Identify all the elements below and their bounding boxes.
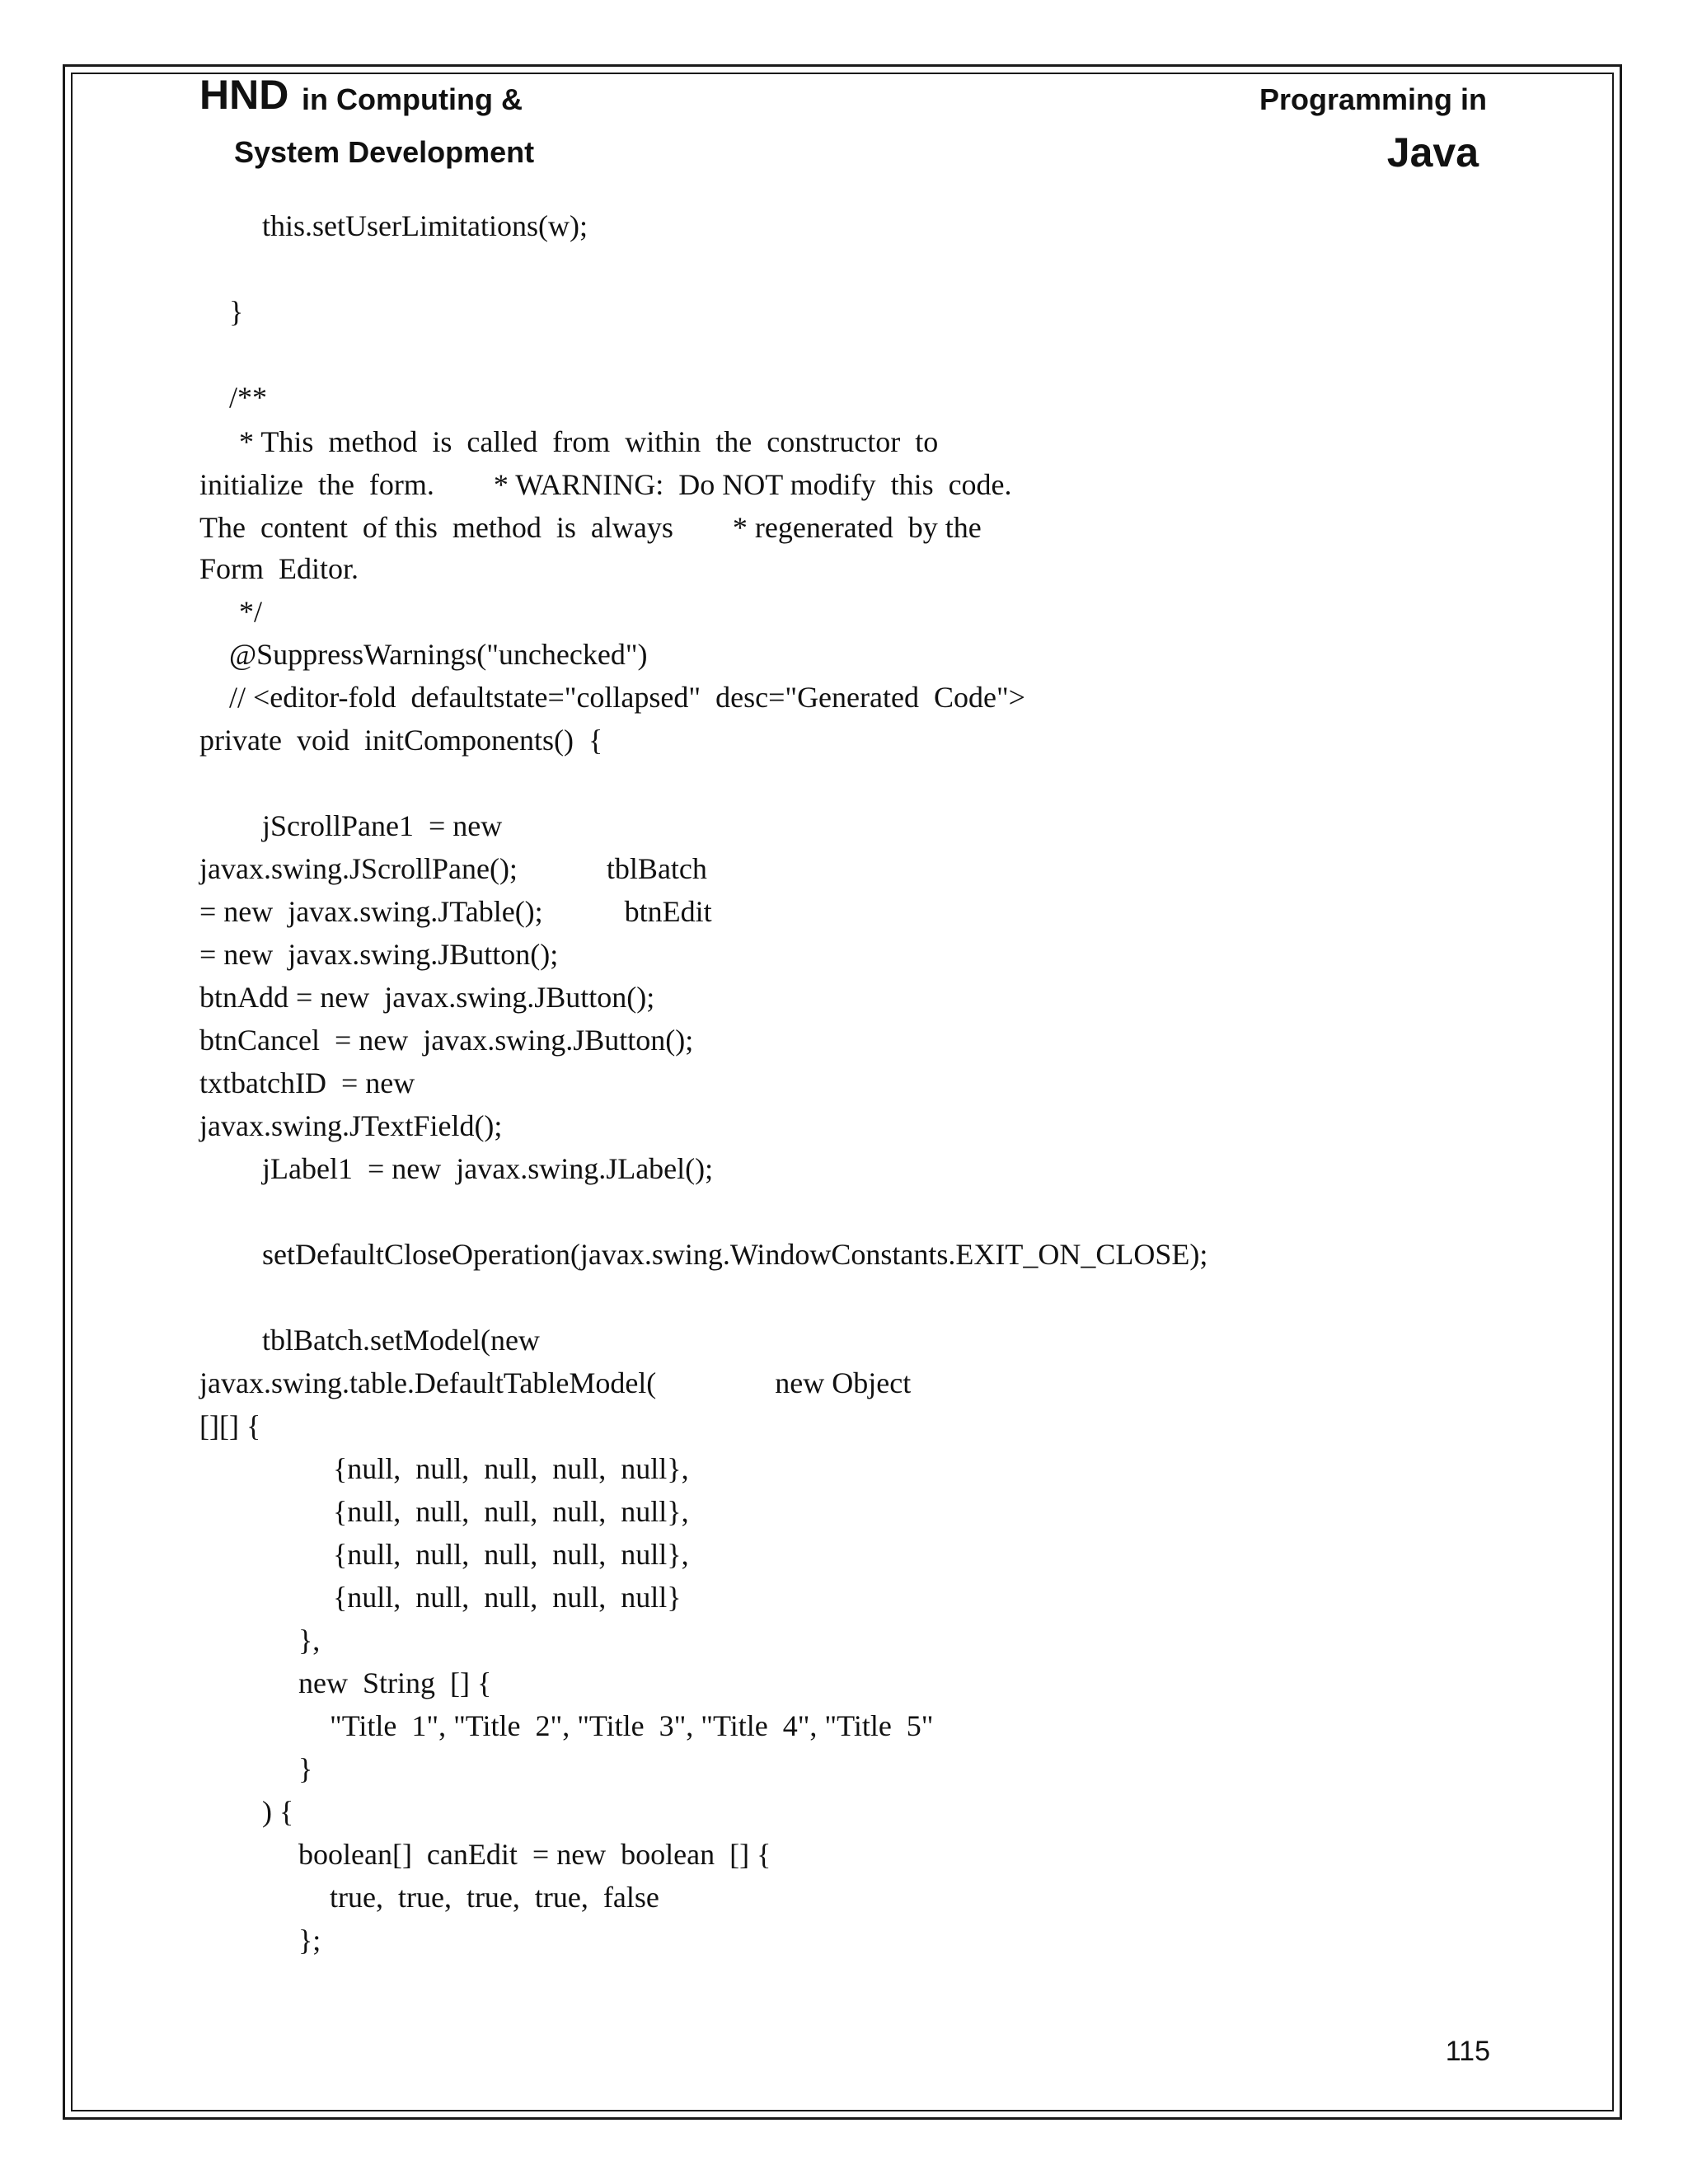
code-line: javax.swing.JScrollPane(); tblBatch (199, 852, 707, 885)
code-line: new String [] { (298, 1666, 492, 1699)
code-line: }; (298, 1924, 321, 1957)
header-course-line2: System Development (234, 135, 535, 169)
code-line: {null, null, null, null, null} (333, 1581, 682, 1614)
code-line: {null, null, null, null, null}, (333, 1452, 689, 1485)
code-line: = new javax.swing.JTable(); btnEdit (199, 895, 712, 928)
code-line: // <editor-fold defaultstate="collapsed" desc="Generated Code"> (229, 681, 1025, 714)
code-line: btnAdd = new javax.swing.JButton(); (199, 981, 655, 1014)
code-line: txtbatchID = new (199, 1066, 415, 1099)
code-line: } (298, 1752, 313, 1785)
code-line: */ (239, 595, 263, 628)
code-line: "Title 1", "Title 2", "Title 3", "Title 4", "Title 5" (330, 1709, 934, 1742)
code-line: this.setUserLimitations(w); (262, 209, 588, 242)
header-hnd: HND (199, 72, 289, 118)
code-line: javax.swing.table.DefaultTableModel( new Object (199, 1366, 912, 1399)
code-line: ) { (262, 1795, 294, 1828)
code-line: private void initComponents() { (199, 724, 603, 757)
code-line: tblBatch.setModel(new (262, 1324, 540, 1357)
code-line: = new javax.swing.JButton(); (199, 938, 559, 971)
header-subject-line2: Java (1386, 129, 1479, 176)
page-number: 115 (1445, 2036, 1490, 2067)
code-line: btnCancel = new javax.swing.JButton(); (199, 1024, 694, 1057)
code-line: }, (298, 1624, 321, 1657)
code-line: boolean[] canEdit = new boolean [] { (298, 1838, 771, 1871)
code-line: @SuppressWarnings("unchecked") (229, 638, 648, 671)
code-line: /** (229, 381, 268, 414)
code-line: * This method is called from within the constructor to (239, 425, 939, 458)
code-line: javax.swing.JTextField(); (199, 1109, 503, 1142)
code-line: } (229, 295, 244, 328)
code-line: setDefaultCloseOperation(javax.swing.WindowConstants.EXIT_ON_CLOSE); (262, 1238, 1208, 1271)
header-course-line1: in Computing & (302, 82, 523, 116)
header-subject-line1: Programming in (1259, 82, 1487, 116)
code-line: The content of this method is always * regenerated by the (199, 511, 982, 544)
code-line: jLabel1 = new javax.swing.JLabel(); (262, 1152, 714, 1185)
code-line: {null, null, null, null, null}, (333, 1538, 689, 1571)
code-line: initialize the form. * WARNING: Do NOT modify this code. (199, 468, 1012, 501)
code-line: [][] { (199, 1409, 261, 1442)
code-line: jScrollPane1 = new (262, 809, 503, 842)
code-line: {null, null, null, null, null}, (333, 1495, 689, 1528)
code-line: true, true, true, true, false (330, 1881, 659, 1914)
code-line: Form Editor. (199, 552, 359, 585)
